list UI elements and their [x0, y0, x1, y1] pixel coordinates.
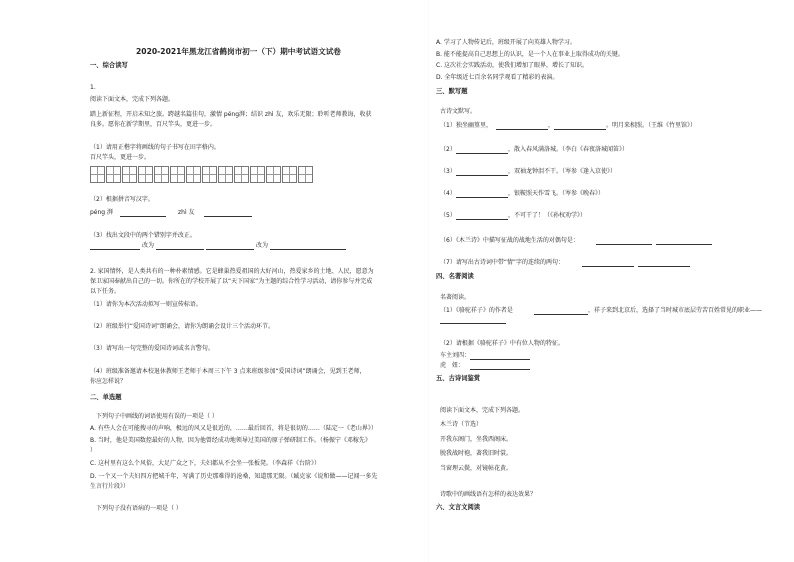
option-b[interactable]: B. 能不能提高自己思想上的认识，是一个人在事业上取得成功的关键。	[436, 51, 624, 58]
answer-blank[interactable]	[270, 249, 346, 250]
dictation-number: （5）	[440, 212, 456, 219]
answer-blank[interactable]	[120, 216, 166, 217]
character-label: 虎 妞：	[440, 362, 465, 369]
sub-question: 你应怎样说？	[90, 378, 127, 385]
instruction-text: 阅读下面文本，完成下列各题。	[90, 96, 175, 103]
poem-line: 当窗理云鬓，对镜帖花黄。	[440, 465, 513, 472]
answer-blank[interactable]	[470, 369, 530, 370]
poem-line: 开我东阁门，坐我西阁床。	[440, 436, 513, 443]
section-heading: 二、单选题	[90, 394, 122, 401]
pinyin-label: péng 湃	[90, 209, 114, 216]
option-d[interactable]: D. 一个又一个夫妇四方把城千年，写满了历史那难得的沧桑，知道那无限。（臧克家《说和做——记闻一多先	[90, 473, 378, 480]
question-text: 以下任务。	[90, 288, 121, 295]
option-a[interactable]: A. 学习了人物传记后，班级开展了向英雄人物学习。	[436, 39, 576, 46]
poem-title: 木兰诗（节选）	[440, 421, 483, 428]
question-number: 1.	[90, 84, 96, 91]
dictation-text: ，散入春风满洛城。（李白《春夜洛城闻笛》）	[508, 146, 629, 153]
page-title: 2020-2021年黑龙江省鹤岗市初一（下）期中考试语文试卷	[136, 47, 341, 56]
passage-text: 良多。愿你在新学期里，百尺竿头，更进一步。	[90, 121, 217, 128]
poem-line: 脱我战时袍，著我旧时裳。	[440, 450, 513, 457]
dictation-item: （6）《木兰诗》中描写征战的战地生活的对偶句是：	[440, 237, 579, 244]
sub-question: （1）请你为本次活动拟写一则宣传标语。	[90, 301, 202, 308]
option-d[interactable]: D. 全年级近七百余名同学观看了精彩的表演。	[436, 74, 559, 81]
sub-question: （2）班级举行“爱国诗词”朗诵会，请你为朗诵会设计三个活动环节。	[90, 323, 275, 330]
instruction-text: 名著阅读。	[440, 294, 471, 301]
dictation-number: （1）	[440, 122, 456, 129]
option-c[interactable]: C. 这次社会实践活动，使我们增加了眼界，增长了知识。	[436, 62, 589, 69]
answer-blank[interactable]	[470, 359, 530, 360]
dictation-number: （2）	[440, 146, 456, 153]
dictation-text: 独坐幽篁里，	[456, 122, 493, 129]
reading-question: （2）请根据《骆驼祥子》中有位人物的特征。	[440, 340, 564, 347]
answer-blank[interactable]	[554, 129, 606, 130]
answer-blank[interactable]	[156, 249, 204, 250]
writing-grid[interactable]	[90, 166, 314, 183]
sub-question: （4）班级准备邀请本校退休教师王老师于本周三下午 3 点来班级参加“爱国诗词”朗诵会，见到王老师，	[90, 368, 366, 375]
question-text: 2. 家国情怀，是人类共有的一种朴素情感。它是蜂巢热爱祖国的大好河山，热爱家乡的土地、人民，愿意为	[90, 268, 374, 275]
answer-blank[interactable]	[656, 244, 712, 245]
instruction-text: 阅读下面文本，完成下列各题。	[440, 407, 525, 414]
option-c[interactable]: C. 这村里有这么个风俗，大足广众之下，夫妇都从不会坐一张板凳。（李森祥《台阶》）	[90, 460, 321, 467]
dictation-text: 。明月来相照。（王维《竹里馆》）	[606, 122, 697, 129]
option-a[interactable]: A. 有些人会在可能搜寻的声响，极远的风又是很近的，……最后回首，将是很切的……（陆定一《老山界》）	[90, 425, 377, 432]
answer-blank[interactable]	[496, 129, 548, 130]
passage-text: 踏上新征程，开启未知之旅。跨越名篇佳句，激情 péng湃；结识 zhì 友，欢乐无限；聆听老师教诲，收获	[90, 111, 372, 118]
sub-question: （2）根据拼音写汉字。	[90, 196, 154, 203]
option-b-cont: ）	[90, 447, 97, 454]
section-heading: 三、默写题	[436, 88, 468, 95]
dictation-text: ，不可干了！（《孙权劝学》）	[508, 212, 587, 219]
section-heading: 五、古诗词鉴赏	[436, 375, 481, 382]
instruction-text: 古诗文默写。	[440, 108, 477, 115]
question-text: 下列句子中画线的词语使用有误的一项是（ ）	[96, 413, 218, 420]
section-heading: 一、综合读写	[90, 62, 128, 69]
section-heading: 六、文言文阅读	[436, 504, 481, 511]
dictation-number: （4）	[440, 190, 456, 197]
answer-blank[interactable]	[440, 323, 506, 324]
answer-blank[interactable]	[582, 266, 634, 267]
copy-line: 百尺竿头，更进一步。	[90, 154, 151, 161]
answer-blank[interactable]	[456, 197, 508, 198]
sub-question: （3）找出文段中的两个错别字并改正。	[90, 232, 196, 239]
typo-label: 改为	[142, 242, 155, 249]
reading-question: ，祥子来到北京后，选择了当时城市底层劳苦百姓常见的职业——	[588, 307, 763, 314]
answer-blank[interactable]	[204, 216, 252, 217]
option-d-cont: 生言行片段》）	[90, 483, 130, 490]
answer-blank[interactable]	[456, 175, 508, 176]
sub-question: （1）请用正楷字将画线的句子书写在田字格内。	[90, 144, 220, 151]
dictation-item: （7）请写出古诗词中带“情”字的连续的两句：	[440, 259, 565, 266]
sub-question: （3）请写出一句完整的爱国诗词或名言警句。	[90, 345, 214, 352]
option-b[interactable]: B. 当时，他是美国数控最好的人物，因为他曾经成功地领导过美国的原子弹研制工作。（杨振宁《邓稼先》	[90, 437, 371, 444]
typo-label: 改为	[256, 242, 269, 249]
answer-blank[interactable]	[534, 314, 588, 315]
question-text: 下列句子没有语病的一项是（ ）	[96, 505, 182, 512]
answer-blank[interactable]	[638, 266, 690, 267]
question-text: 保卫家国奉献出自己的一切。你所在的学校开展了以“天下国家”为主题的综合性学习活动，请你参与并完成	[90, 278, 373, 285]
dictation-text: ，	[548, 122, 555, 129]
answer-blank[interactable]	[90, 249, 140, 250]
dictation-text: ，双袖龙钟泪不干。（岑参《逢入京使》）	[508, 168, 617, 175]
page-divider	[428, 0, 429, 562]
pinyin-label: zhì 友	[178, 209, 195, 216]
character-label: 车主刘四：	[440, 352, 471, 359]
answer-blank[interactable]	[456, 219, 508, 220]
answer-blank[interactable]	[206, 249, 254, 250]
dictation-number: （3）	[440, 168, 456, 175]
question-text: 诗歌中的画线语有怎样的表达效果？	[440, 491, 537, 498]
section-heading: 四、名著阅读	[436, 273, 474, 280]
answer-blank[interactable]	[456, 153, 508, 154]
reading-question: （1）《骆驼祥子》的作者是	[440, 307, 513, 314]
answer-blank[interactable]	[596, 244, 652, 245]
dictation-text: ，银鞍照天作雪飞。（岑参《晚春》）	[508, 190, 605, 197]
